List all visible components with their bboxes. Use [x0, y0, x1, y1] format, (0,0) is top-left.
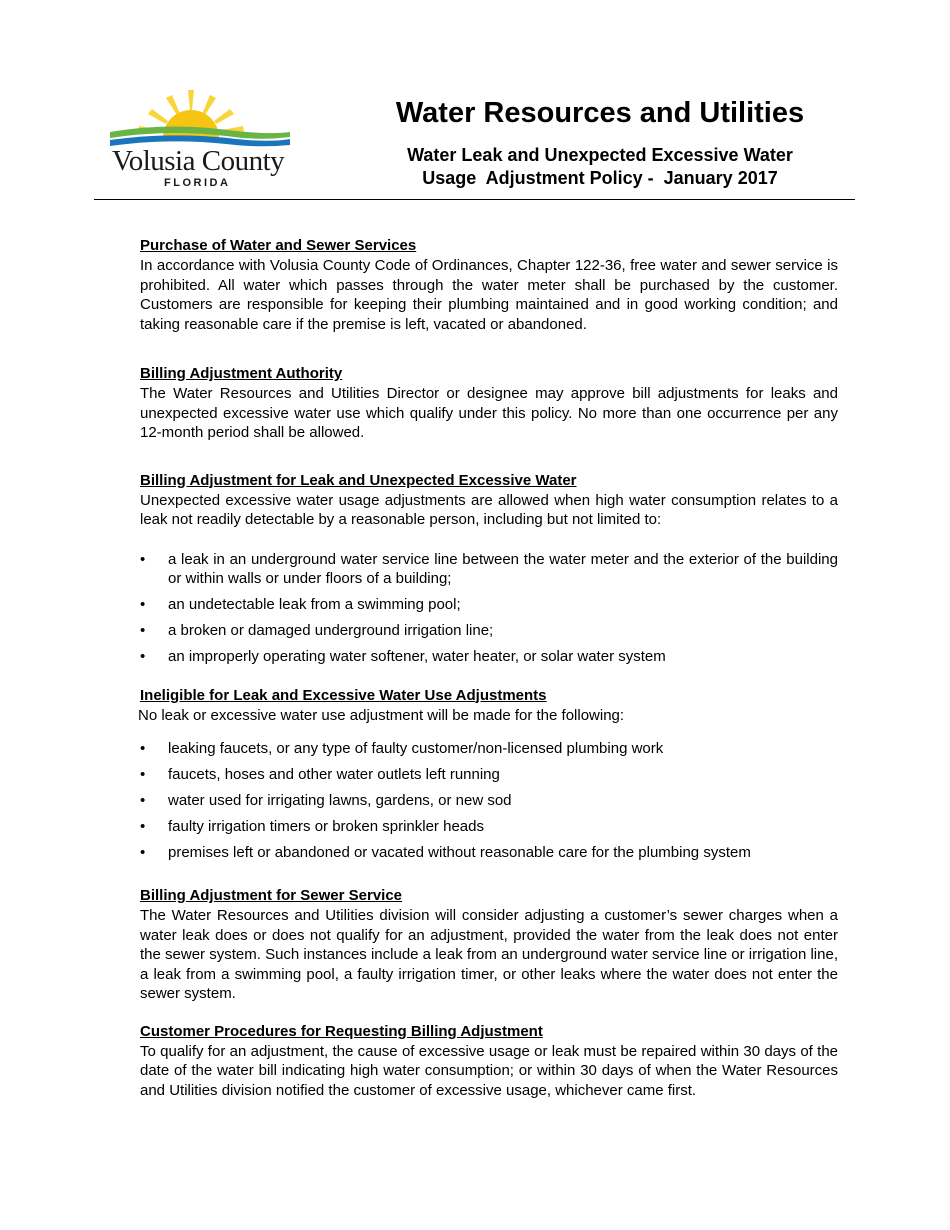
volusia-county-logo: [108, 88, 298, 192]
sun-logo-icon: [108, 88, 298, 148]
bullet-icon: •: [140, 844, 146, 861]
list-item: [140, 817, 838, 836]
list-item-text: faucets, hoses and other water outlets left running: [168, 766, 500, 783]
section-heading: Ineligible for Leak and Excessive Water Use Adjustments: [140, 686, 547, 704]
section-heading: Billing Adjustment for Sewer Service: [140, 887, 403, 904]
header-divider: [94, 199, 855, 200]
section-body: Unexpected excessive water usage adjustments are allowed when high water consumption relates to a leak not readily detectable by a reasonable person, including but not limited to:: [140, 491, 838, 528]
bullet-icon: •: [140, 550, 146, 568]
section-heading: Purchase of Water and Sewer Services: [140, 237, 417, 254]
section-body: In accordance with Volusia County Code of Ordinances, Chapter 122-36, free water and sewer service is prohibited. All water which passes through the water meter shall be purchased by the customer. Customers are responsible for keeping their plumbing maintained and in good working condition; and taking reasonable care if the premise is left, vacated or abandoned.: [140, 257, 838, 333]
section-body: No leak or excessive water use adjustment will be made for the following:: [138, 706, 625, 724]
list-item-text: an improperly operating water softener, water heater, or solar water system: [168, 647, 666, 665]
bullet-icon: •: [140, 595, 146, 613]
list-item-text: an undetectable leak from a swimming pool;: [168, 595, 461, 613]
list-item-text: faulty irrigation timers or broken sprinkler heads: [168, 818, 484, 835]
list-item: [140, 843, 838, 862]
section-heading: Billing Adjustment for Leak and Unexpected Excessive Water: [140, 471, 577, 489]
bullet-icon: •: [140, 766, 146, 783]
logo-state: FLORIDA: [164, 177, 231, 189]
section-customer-procedures: [140, 1022, 838, 1101]
page-subtitle: [360, 144, 840, 190]
list-item: [140, 647, 838, 666]
page-title: Water Resources and Utilities: [395, 97, 805, 129]
section-sewer-adjustment: [140, 886, 838, 1004]
list-item: [140, 765, 838, 784]
bullet-icon: •: [140, 818, 146, 835]
section-heading: Billing Adjustment Authority: [140, 365, 343, 382]
list-item-text: a leak in an underground water service line between the water meter and the exterior of the building or within walls or under floors of a building;: [168, 550, 838, 587]
list-item-text: leaking faucets, or any type of faulty customer/non-licensed plumbing work: [168, 740, 664, 757]
section-billing-authority: [140, 364, 838, 443]
section-heading: Customer Procedures for Requesting Billing Adjustment: [140, 1022, 543, 1040]
list-item-text: water used for irrigating lawns, gardens, or new sod: [168, 792, 512, 809]
list-item-text: premises left or abandoned or vacated without reasonable care for the plumbing system: [168, 844, 751, 861]
bullet-icon: •: [140, 647, 146, 665]
section-ineligible: [140, 686, 838, 863]
list-item: [140, 621, 838, 640]
eligible-list: [140, 550, 838, 666]
list-item: [140, 739, 838, 758]
subtitle-line-1: Water Leak and Unexpected Excessive Water: [407, 145, 793, 165]
section-body: To qualify for an adjustment, the cause of excessive usage or leak must be repaired within 30 days of the date of the water bill indicating high water consumption; or within 30 days of when the Water Resources and Utilities division notified the customer of excessive usage, whichever came first.: [140, 1042, 838, 1099]
bullet-icon: •: [140, 792, 146, 809]
subtitle-line-2: Usage Adjustment Policy - January 2017: [422, 168, 778, 188]
list-item: [140, 791, 838, 810]
bullet-icon: •: [140, 621, 146, 639]
ineligible-list: [140, 739, 838, 862]
section-body: The Water Resources and Utilities division will consider adjusting a customer’s sewer charges when a water leak does or does not qualify for an adjustment, provided the water from the leak does not enter the sewer system. Such instances include a leak from an underground water service line or irrigation line, a leak from a swimming pool, a faulty irrigation timer, or other leaks where the water does not enter the sewer system.: [140, 907, 838, 1002]
bullet-icon: •: [140, 740, 146, 757]
list-item-text: a broken or damaged underground irrigation line;: [168, 621, 494, 639]
policy-body: [140, 236, 838, 1100]
list-item: [140, 595, 838, 614]
section-purchase-of-water: [140, 236, 838, 334]
logo-name: Volusia County: [112, 145, 285, 177]
section-body: The Water Resources and Utilities Director or designee may approve bill adjustments for leaks and unexpected excessive water use which qualify under this policy. No more than one occurrence per any 12-month period shall be allowed.: [140, 385, 838, 441]
section-leak-adjustment: [140, 471, 838, 666]
list-item: [140, 550, 838, 588]
